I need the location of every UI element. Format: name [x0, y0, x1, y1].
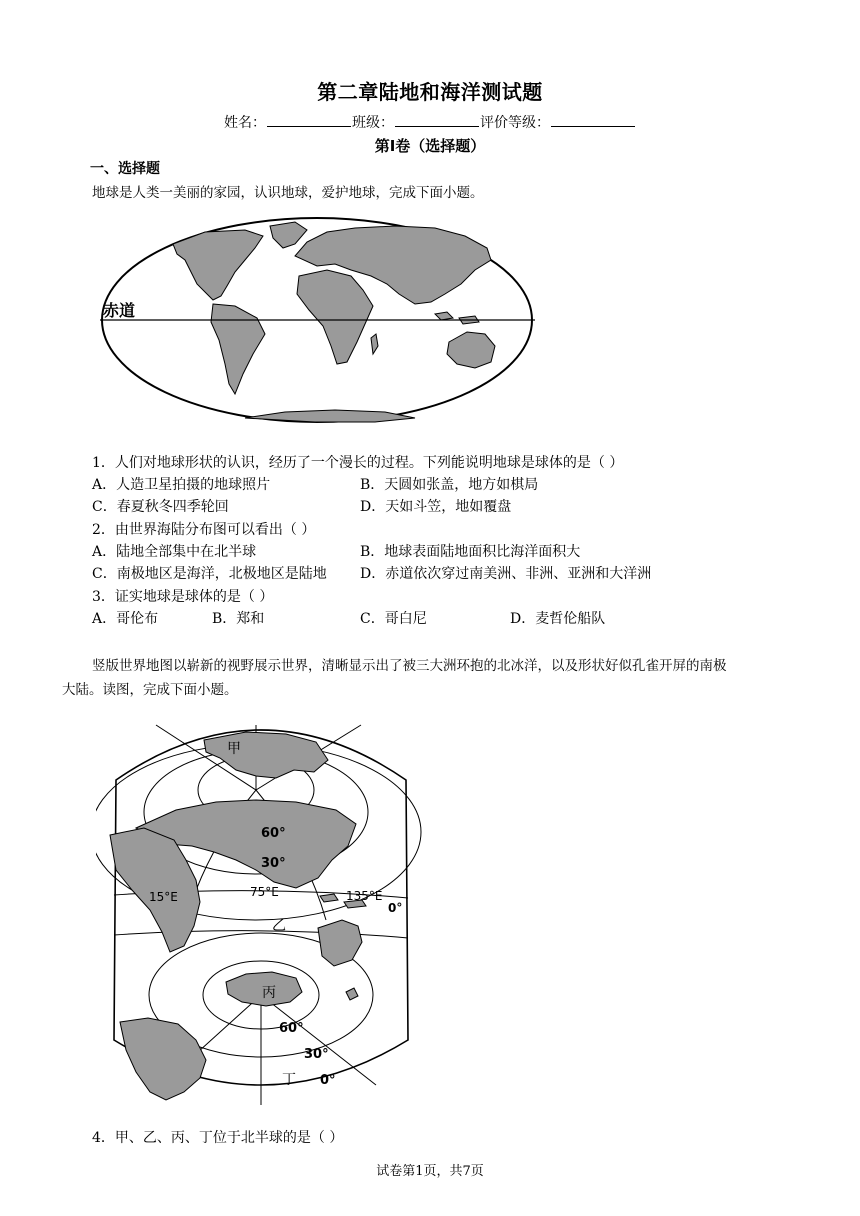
equator-label: 赤道 [103, 301, 136, 320]
vertical-world-map-figure [96, 720, 426, 1105]
q3-option-c[interactable]: C．哥白尼 [360, 611, 427, 627]
student-info-line [0, 112, 860, 132]
intro-paragraph-1: 地球是人类一美丽的家园，认识地球，爱护地球，完成下面小题。 [92, 185, 484, 201]
q2-option-d[interactable]: D．赤道依次穿过南美洲、非洲、亚洲和大洋洲 [360, 566, 652, 582]
q1-option-a[interactable]: A．人造卫星拍摄的地球照片 [92, 477, 271, 493]
intro-paragraph-2-line1: 竖版世界地图以崭新的视野展示世界，清晰显示出了被三大洲环抱的北冰洋，以及形状好似孔雀开屏的南极 [92, 658, 727, 674]
label-lon15: 15°E [149, 890, 178, 904]
grade-blank [551, 113, 635, 127]
label-jia: 甲 [227, 741, 241, 757]
world-map-figure [95, 214, 545, 434]
q3-option-d[interactable]: D．麦哲伦船队 [510, 611, 606, 627]
label-yi: 乙 [272, 918, 286, 934]
label-lon135: 135°E [346, 889, 383, 903]
q4-stem: 4．甲、乙、丙、丁位于北半球的是（ ） [92, 1130, 344, 1146]
q3-stem: 3．证实地球是球体的是（ ） [92, 589, 274, 605]
label-bing: 丙 [262, 985, 276, 1001]
label-lon75: 75°E [250, 885, 279, 899]
q2-option-c[interactable]: C．南极地区是海洋，北极地区是陆地 [92, 566, 327, 582]
page-title: 第二章陆地和海洋测试题 [317, 80, 543, 104]
q1-option-c[interactable]: C．春夏秋冬四季轮回 [92, 499, 229, 515]
q1-stem: 1．人们对地球形状的认识，经历了一个漫长的过程。下列能说明地球是球体的是（ ） [92, 455, 624, 471]
q3-option-a[interactable]: A．哥伦布 [92, 611, 159, 627]
volume-heading: 第Ⅰ卷（选择题） [374, 137, 486, 155]
page-footer: 试卷第1页，共7页 [376, 1164, 484, 1179]
q1-option-b[interactable]: B．天圆如张盖，地方如棋局 [360, 477, 539, 493]
name-blank [267, 113, 351, 127]
intro-paragraph-2-line2: 大陆。读图，完成下面小题。 [62, 682, 238, 698]
label-zero: 0° [388, 901, 403, 915]
q2-option-a[interactable]: A．陆地全部集中在北半球 [92, 544, 257, 560]
grade-label: 评价等级： [480, 115, 550, 131]
q3-option-b[interactable]: B．郑和 [212, 611, 265, 627]
label-lat30: 30° [261, 856, 286, 871]
label-south-zero: 0° [320, 1073, 336, 1088]
q1-option-d[interactable]: D．天如斗笠，地如覆盘 [360, 499, 512, 515]
label-ding: 丁 [282, 1072, 296, 1088]
q2-option-b[interactable]: B．地球表面陆地面积比海洋面积大 [360, 544, 581, 560]
label-south-lat30: 30° [304, 1047, 329, 1062]
name-label: 姓名： [224, 115, 266, 131]
label-lat60: 60° [261, 826, 286, 841]
class-label: 班级： [352, 115, 394, 131]
section-heading: 一、选择题 [90, 161, 160, 177]
label-south-lat60: 60° [279, 1021, 304, 1036]
q2-stem: 2．由世界海陆分布图可以看出（ ） [92, 522, 316, 538]
class-blank [395, 113, 479, 127]
